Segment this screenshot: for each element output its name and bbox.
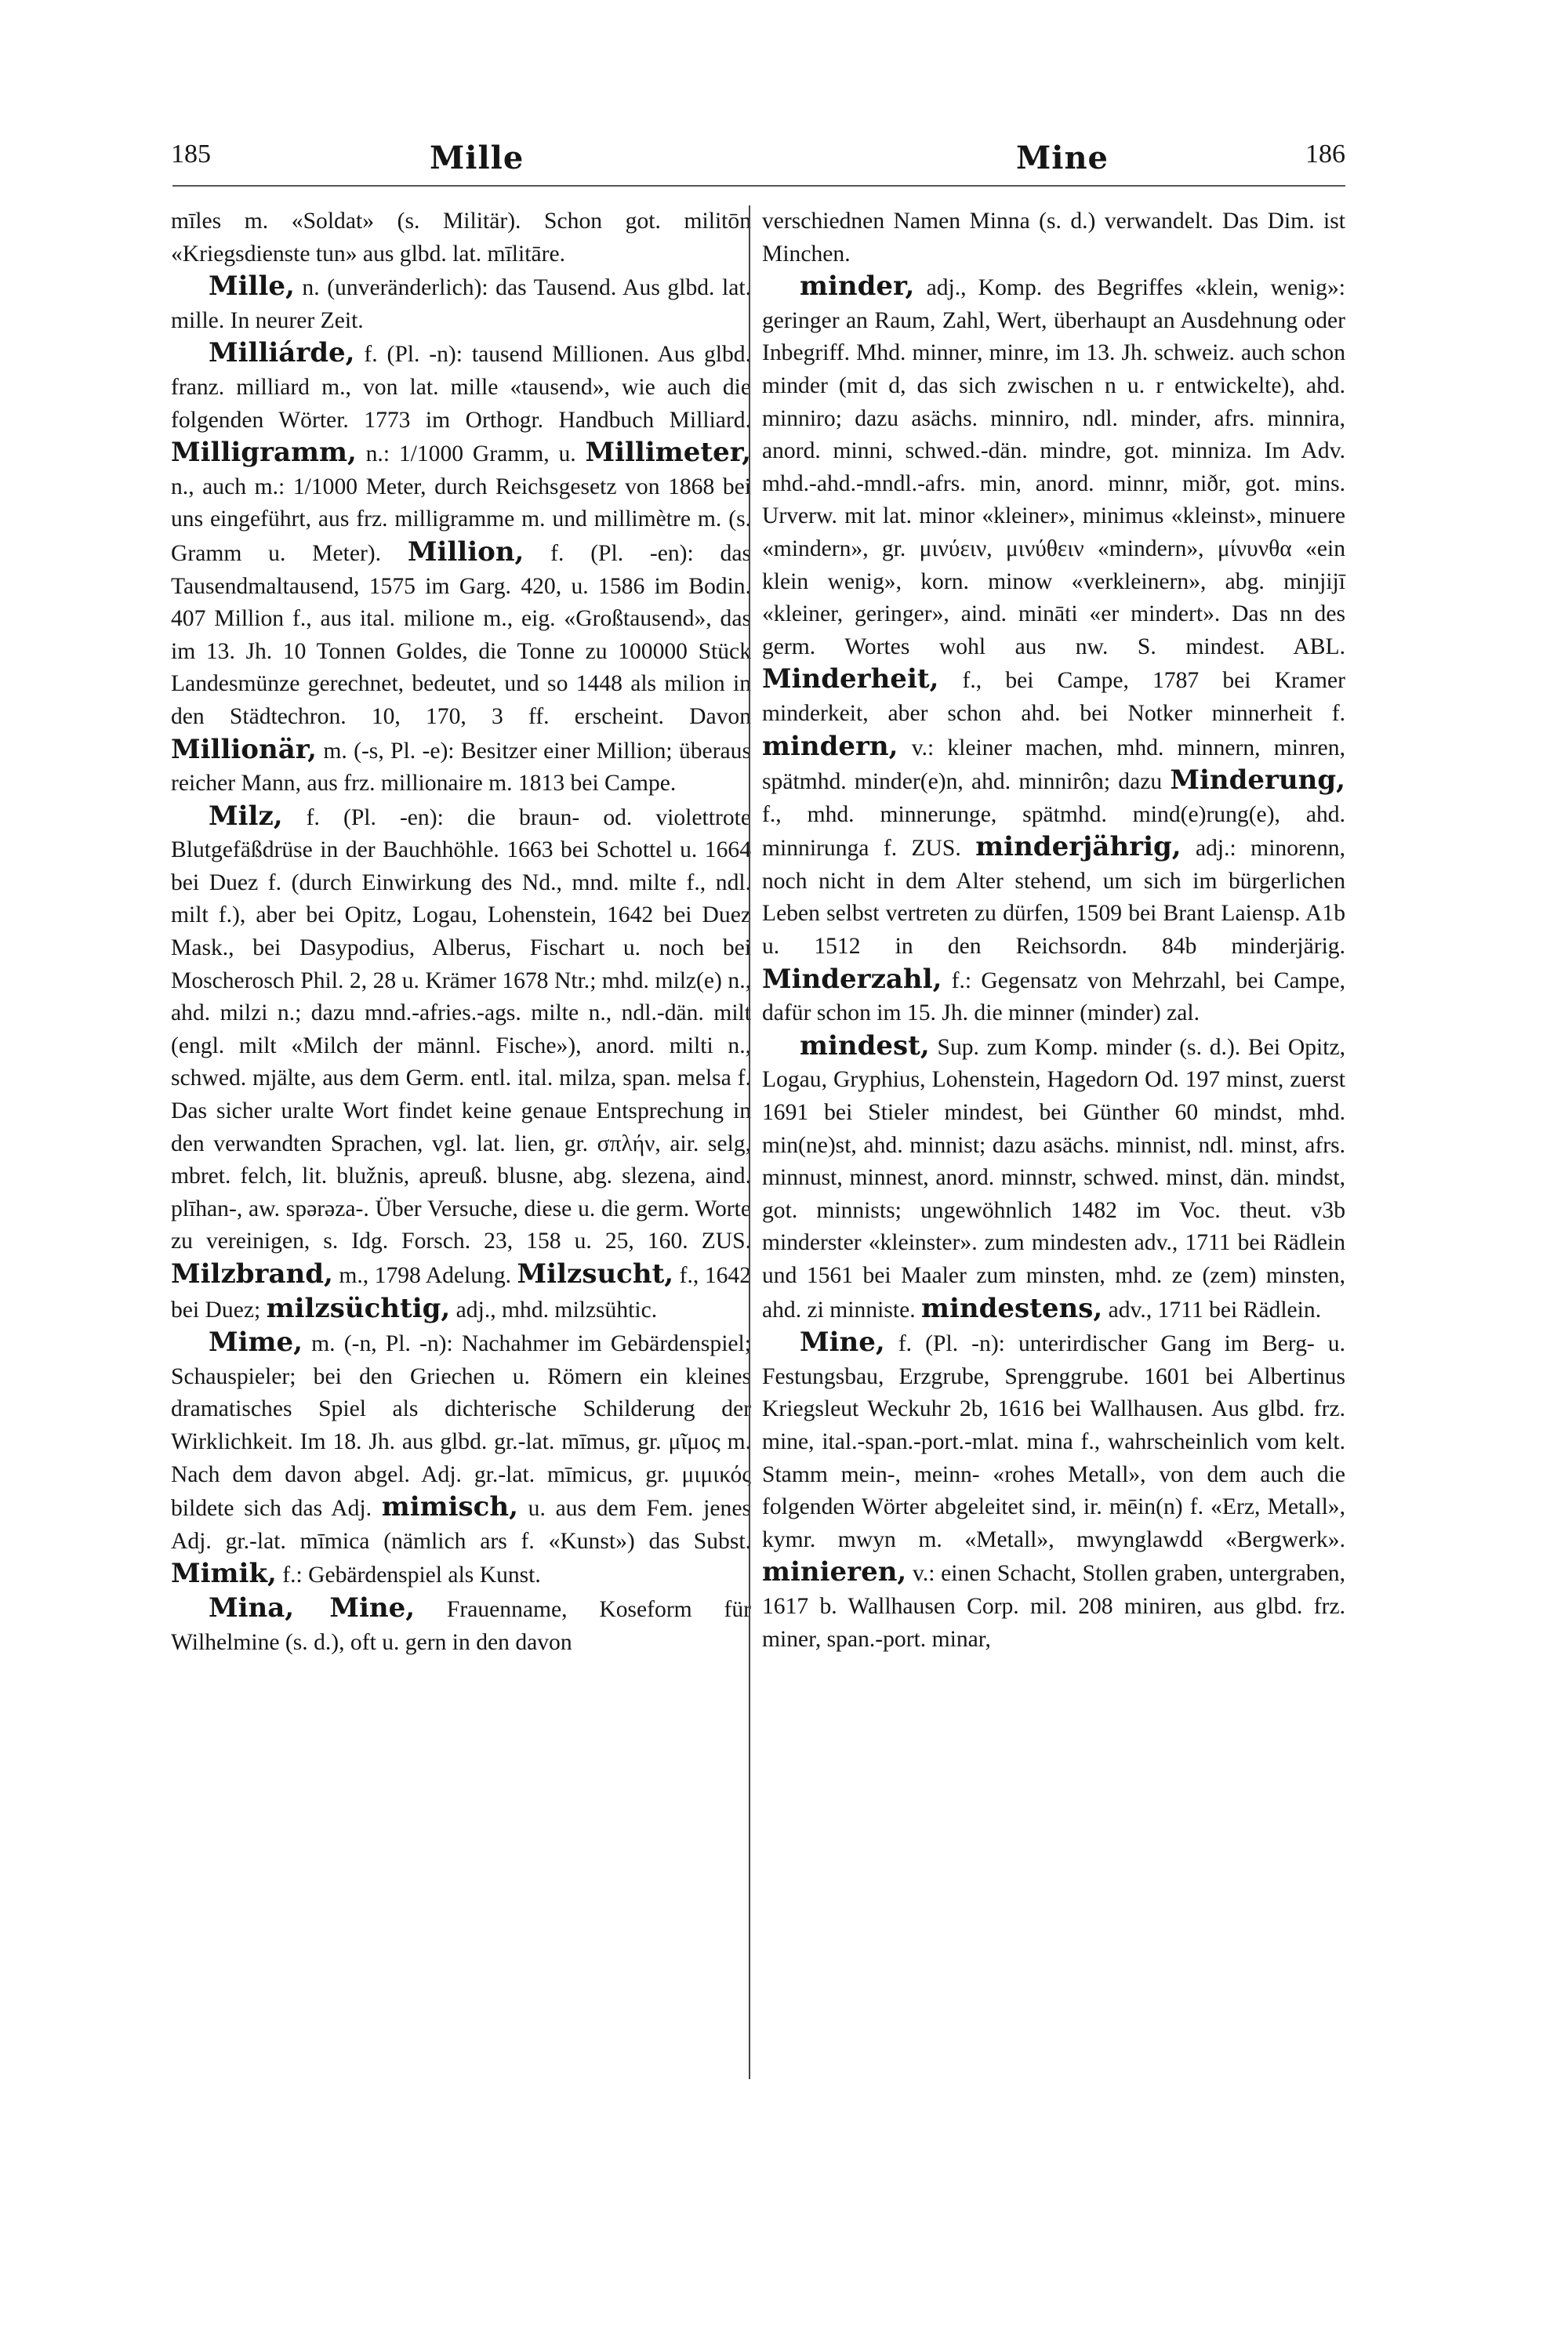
- entry-continuation: [762, 205, 1345, 270]
- headword: Millionär,: [171, 733, 318, 765]
- left-catchword: Mille: [430, 140, 524, 176]
- entry-text: adv., 1711 bei Rädlein.: [1102, 1297, 1322, 1323]
- entry-text: f. (Pl. -n): unterirdischer Gang im Berg- u. Festungsbau, Erzgrube, Sprenggrube. 1601 bei Albertinus Kriegsleut Weckuhr 2b, 1616 bei Wallhausen. Aus glbd. frz. mine, ital.-span.-port.-mlat. mina f., wahrscheinlich vom kelt. Stamm mein-, meinn- «rohes Metall», von dem auch die folgenden Wörter abgeleitet sind, ir. mēin(n) f. «Erz, Metall», kymr. mwyn m. «Metall», mwynglawdd «Bergwerk».: [762, 1331, 1345, 1552]
- entry-text: f.: Gegensatz von Mehrzahl, bei Campe, dafür schon im 15. Jh. die minner (minder) zal.: [762, 967, 1345, 1026]
- entry-continuation: [171, 205, 751, 270]
- column-divider: [749, 205, 750, 2079]
- entry-text: f., bei Campe, 1787 bei Kramer minderkeit, aber schon ahd. bei Notker minnerheit f.: [762, 668, 1345, 726]
- dictionary-entry: [171, 800, 751, 1327]
- entry-text: adj., mhd. milzsühtic.: [450, 1297, 658, 1323]
- entry-text: f., mhd. minnerunge, spätmhd. mind(e)rung(e), ahd. minnirunga f. ZUS.: [762, 801, 1345, 862]
- headword: Mime,: [209, 1327, 303, 1359]
- right-page-number: 186: [1305, 140, 1345, 169]
- entry-text: u. aus dem Fem. jenes Adj. gr.-lat. mīmica (nämlich ars f. «Kunst») das Subst.: [171, 1496, 751, 1554]
- headword: Minderzahl,: [762, 963, 942, 995]
- entry-text: m., 1798 Adelung.: [332, 1263, 517, 1288]
- headword: Milligramm,: [171, 437, 357, 469]
- dictionary-entry: [762, 270, 1345, 1030]
- headword: minder,: [800, 270, 915, 303]
- entry-text: f. (Pl. -en): das Tausendmaltausend, 1575 im Garg. 420, u. 1586 im Bodin. 407 Million f., aus ital. milione m., eig. «Großtausend», das im 13. Jh. 10 Tonnen Goldes, die Tonne zu 100000 Stück Landesmünze gerechnet, bedeutet, und so 1448 als milion in den Städtechron. 10, 170, 3 ff. erscheint. Davon: [171, 540, 751, 729]
- entry-text: m. (-s, Pl. -e): Besitzer einer Million; überaus reicher Mann, aus frz. millionaire m. 1813 bei Campe.: [171, 738, 751, 797]
- dictionary-entry: [762, 1327, 1345, 1656]
- entry-text: adj., Komp. des Begriffes «klein, wenig»: geringer an Raum, Zahl, Wert, überhaupt an Ausdehnung oder Inbegriff. Mhd. minner, minre, im 13. Jh. schweiz. auch schon minder (mit d, das sich zwischen n u. r entwickelte), ahd. minniro; dazu asächs. minniro, ndl. minder, afrs. minnira, anord. minni, schwed.-dän. mindre, got. minniza. Im Adv. mhd.-ahd.-mndl.-afrs. min, anord. minnr, miðr, got. mins. Urverw. mit lat. minor «kleiner», minimus «kleinst», minuere «mindern», gr. μινύειν, μινύθειν «mindern», μίνυνθα «ein klein wenig», korn. minow «verkleinern», abg. minjijī «kleiner, geringer», aind. mināti «er mindert». Das nn des germ. Wortes wohl aus nw. S. mindest. ABL.: [762, 275, 1345, 659]
- entry-text: f., 1642 bei Duez;: [171, 1263, 752, 1323]
- headword: Milzsucht,: [517, 1258, 674, 1290]
- headword: Milliárde,: [209, 337, 355, 369]
- entry-text: f. (Pl. -en): die braun- od. violettrote Blutgefäßdrüse in der Bauchhöhle. 1663 bei Schottel u. 1664 bei Duez f. (durch Einwirkung des Nd., mnd. milte f., ndl. milt f.), aber bei Opitz, Logau, Lohenstein, 1642 bei Duez Mask., bei Dasypodius, Alberus, Fischart u. noch bei Moscherosch Phil. 2, 28 u. Krämer 1678 Ntr.; mhd. milz(e) n., ahd. milzi n.; dazu mnd.-afries.-ags. milte n., ndl.-dän. milt (engl. milt «Milch der männl. Fische»), anord. milti n., schwed. mjälte, aus dem Germ. entl. ital. milza, span. melsa f. Das sicher uralte Wort findet keine genaue Entsprechung in den verwandten Sprachen, vgl. lat. lien, gr. σπλήν, air. selg, mbret. felch, lit. blužnis, apreuß. blusne, abg. slezena, aind. plīhan-, aw. spərəza-. Über Versuche, diese u. die germ. Worte zu vereinigen, s. Idg. Forsch. 23, 158 u. 25, 160. ZUS.: [171, 804, 751, 1254]
- headword: Million,: [407, 535, 524, 568]
- entry-text: n., auch m.: 1/1000 Meter, durch Reichsgesetz von 1868 bei uns eingeführt, aus frz. milligramme m. und millimètre m. (s. Gramm u. Meter).: [171, 474, 751, 566]
- headword: Mine,: [800, 1327, 885, 1359]
- dictionary-entry: [171, 1327, 751, 1592]
- headword: milzsüchtig,: [266, 1292, 451, 1324]
- page-header: [171, 140, 1345, 187]
- entry-text: f.: Gebärdenspiel als Kunst.: [276, 1563, 541, 1588]
- left-page-number: 185: [171, 140, 211, 169]
- right-column: [762, 205, 1345, 1656]
- dictionary-entry: [171, 1592, 751, 1659]
- headword: mindest,: [800, 1029, 930, 1062]
- headword: Milz,: [209, 800, 283, 832]
- headword: Minderung,: [1170, 764, 1345, 797]
- entry-text: f. (Pl. -n): tausend Millionen. Aus glbd. franz. milliard m., von lat. mille «tausend», wie auch die folgenden Wörter. 1773 im Orthogr. Handbuch Milliard.: [171, 342, 751, 433]
- entry-text: Sup. zum Komp. minder (s. d.). Bei Opitz, Logau, Gryphius, Lohenstein, Hagedorn Od. 197 minst, zuerst 1691 bei Stieler mindest, bei Günther 60 mindst, mhd. min(ne)st, ahd. minnist; dazu asächs. minnist, ndl. minst, afrs. minnust, minnest, anord. minnstr, schwed. minst, dän. mindst, got. minnists; ungewöhnlich 1482 im Voc. theut. v3b minderster «kleinster». zum mindesten adv., 1711 bei Rädlein und 1561 bei Maaler zum minsten, mhd. ze (zem) minsten, ahd. zi minniste.: [762, 1034, 1345, 1323]
- headword: mimisch,: [381, 1491, 518, 1523]
- headword: minderjährig,: [975, 831, 1181, 863]
- entry-text: verschiednen Namen Minna (s. d.) verwandelt. Das Dim. ist Minchen.: [762, 209, 1345, 267]
- dictionary-entry: [762, 1030, 1345, 1327]
- headword: Millimeter,: [585, 437, 751, 469]
- entry-text: n. (unveränderlich): das Tausend. Aus glbd. lat. mille. In neurer Zeit.: [171, 275, 751, 333]
- left-column: [171, 205, 751, 1659]
- dictionary-entry: [171, 270, 751, 337]
- entry-text: n.: 1/1000 Gramm, u.: [356, 441, 586, 467]
- entry-text: m. (-n, Pl. -n): Nachahmer im Gebärdenspiel; Schauspieler; bei den Griechen u. Römern ein kleines dramatisches Spiel als dichterische Schilderung der Wirklichkeit. Im 18. Jh. aus glbd. gr.-lat. mīmus, gr. μῖμος m. Nach dem davon abgel. Adj. gr.-lat. mīmicus, gr. μιμικός bildete sich das Adj.: [171, 1331, 751, 1522]
- entry-text: Frauenname, Koseform für Wilhelmine (s. d.), oft u. gern in den davon: [171, 1596, 751, 1655]
- header-rule: [172, 185, 1345, 187]
- headword: mindestens,: [921, 1292, 1103, 1324]
- headword: mindern,: [762, 730, 898, 762]
- headword: Mille,: [209, 270, 295, 303]
- entry-text: v.: einen Schacht, Stollen graben, untergraben, 1617 b. Wallhausen Corp. mil. 208 miniren, aus glbd. frz. miner, span.-port. minar,: [762, 1561, 1345, 1652]
- right-catchword: Mine: [1016, 140, 1109, 176]
- headword: Mina, Mine,: [209, 1592, 416, 1624]
- dictionary-entry: [171, 337, 751, 800]
- headword: Mimik,: [171, 1558, 277, 1590]
- headword: Milzbrand,: [171, 1258, 333, 1290]
- entry-text: v.: kleiner machen, mhd. minnern, minren, spätmhd. minder(e)n, ahd. minnirôn; dazu: [762, 735, 1345, 795]
- entry-text: adj.: minorenn, noch nicht in dem Alter stehend, um sich im bürgerlichen Leben selbst vertreten zu dürfen, 1509 bei Brant Laiensp. A1b u. 1512 in den Reichsordn. 84b minderjärig.: [762, 836, 1345, 960]
- entry-text: mīles m. «Soldat» (s. Militär). Schon got. militōn «Kriegsdienste tun» aus glbd. lat. mīlitāre.: [171, 209, 751, 267]
- headword: Minderheit,: [762, 663, 939, 695]
- headword: minieren,: [762, 1556, 907, 1588]
